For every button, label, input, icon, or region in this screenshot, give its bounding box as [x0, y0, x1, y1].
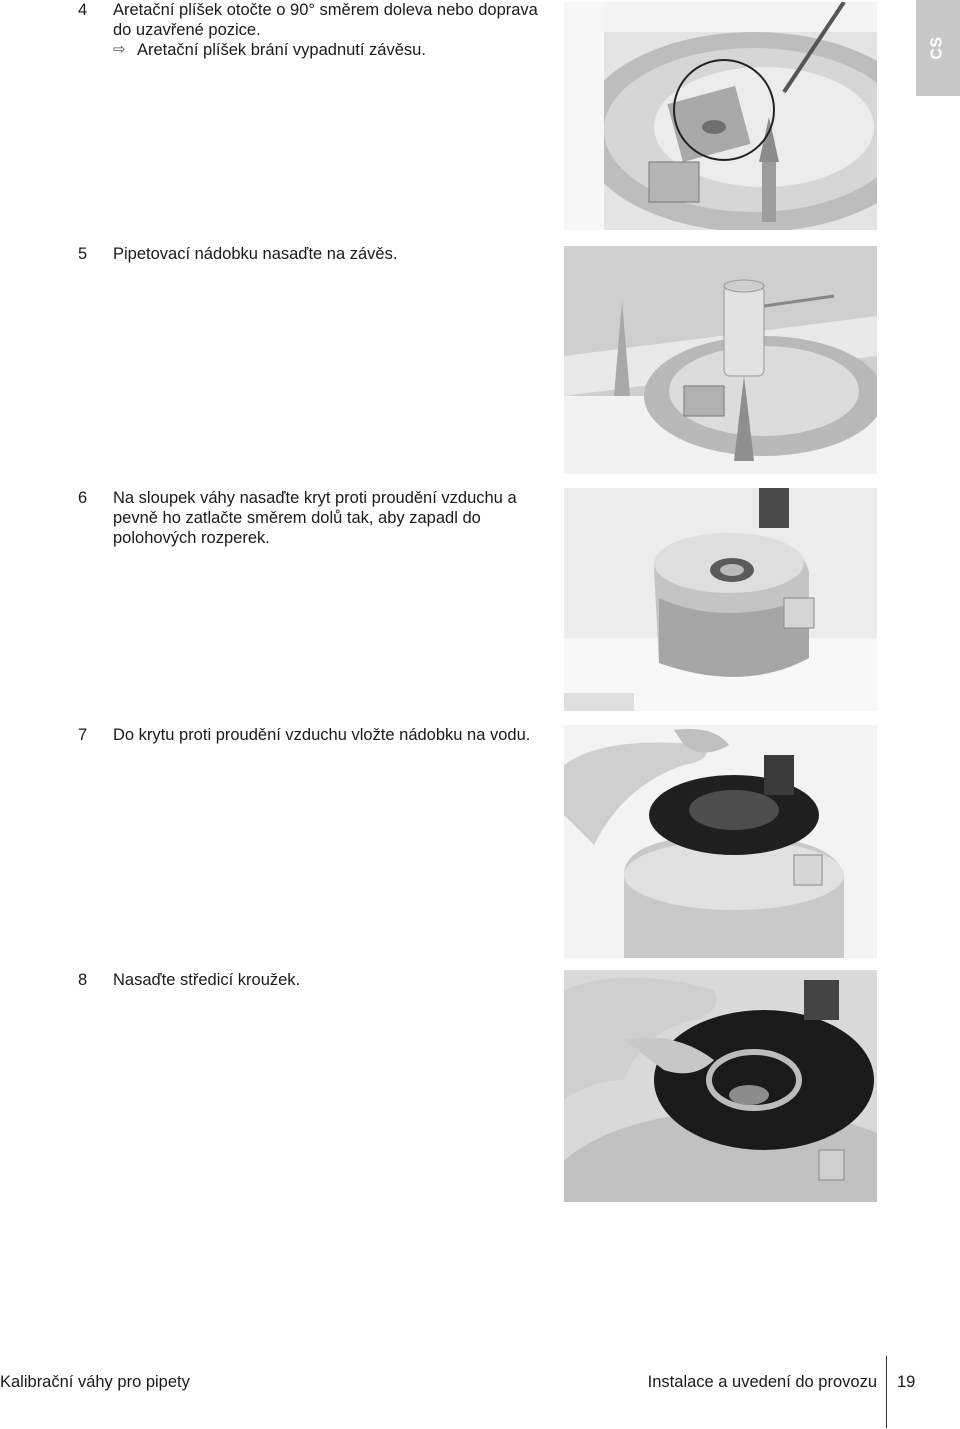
footer-section-title: Instalace a uvedení do provozu — [647, 1373, 877, 1391]
step-number: 4 — [78, 1, 88, 19]
language-tab — [916, 0, 960, 96]
photo-locking-plate — [564, 2, 877, 230]
step-text: Do krytu proti proudění vzduchu vložte nádobku na vodu. — [113, 726, 531, 744]
step-number: 8 — [78, 971, 88, 989]
language-label: CS — [928, 36, 946, 60]
step-number: 7 — [78, 726, 88, 744]
step-7 — [78, 725, 548, 745]
step-text: Nasaďte středicí kroužek. — [113, 971, 301, 989]
step-note — [113, 40, 548, 60]
page-number: 19 — [897, 1373, 916, 1391]
step-8 — [78, 970, 548, 990]
footer-divider — [886, 1356, 887, 1428]
step-number: 6 — [78, 489, 88, 507]
step-text: Aretační plíšek otočte o 90° směrem doleva nebo doprava do uzavřené pozice. — [113, 1, 538, 39]
photo-draft-shield — [564, 488, 877, 711]
step-text: Pipetovací nádobku nasaďte na závěs. — [113, 245, 398, 263]
step-text: Na sloupek váhy nasaďte kryt proti proudění vzduchu a pevně ho zatlačte směrem dolů tak, aby zapadl do polohových rozperek. — [113, 489, 517, 547]
outline-right-arrow-icon: ⇨ — [113, 41, 126, 58]
note-text: Aretační plíšek brání vypadnutí závěsu. — [137, 41, 426, 59]
step-6 — [78, 488, 548, 548]
step-5 — [78, 244, 548, 264]
step-number: 5 — [78, 245, 88, 263]
photo-water-container — [564, 725, 877, 958]
step-4 — [78, 0, 548, 60]
photo-pipette-vessel — [564, 246, 877, 474]
footer-document-title: Kalibrační váhy pro pipety — [0, 1373, 190, 1391]
photo-centering-ring — [564, 970, 877, 1202]
